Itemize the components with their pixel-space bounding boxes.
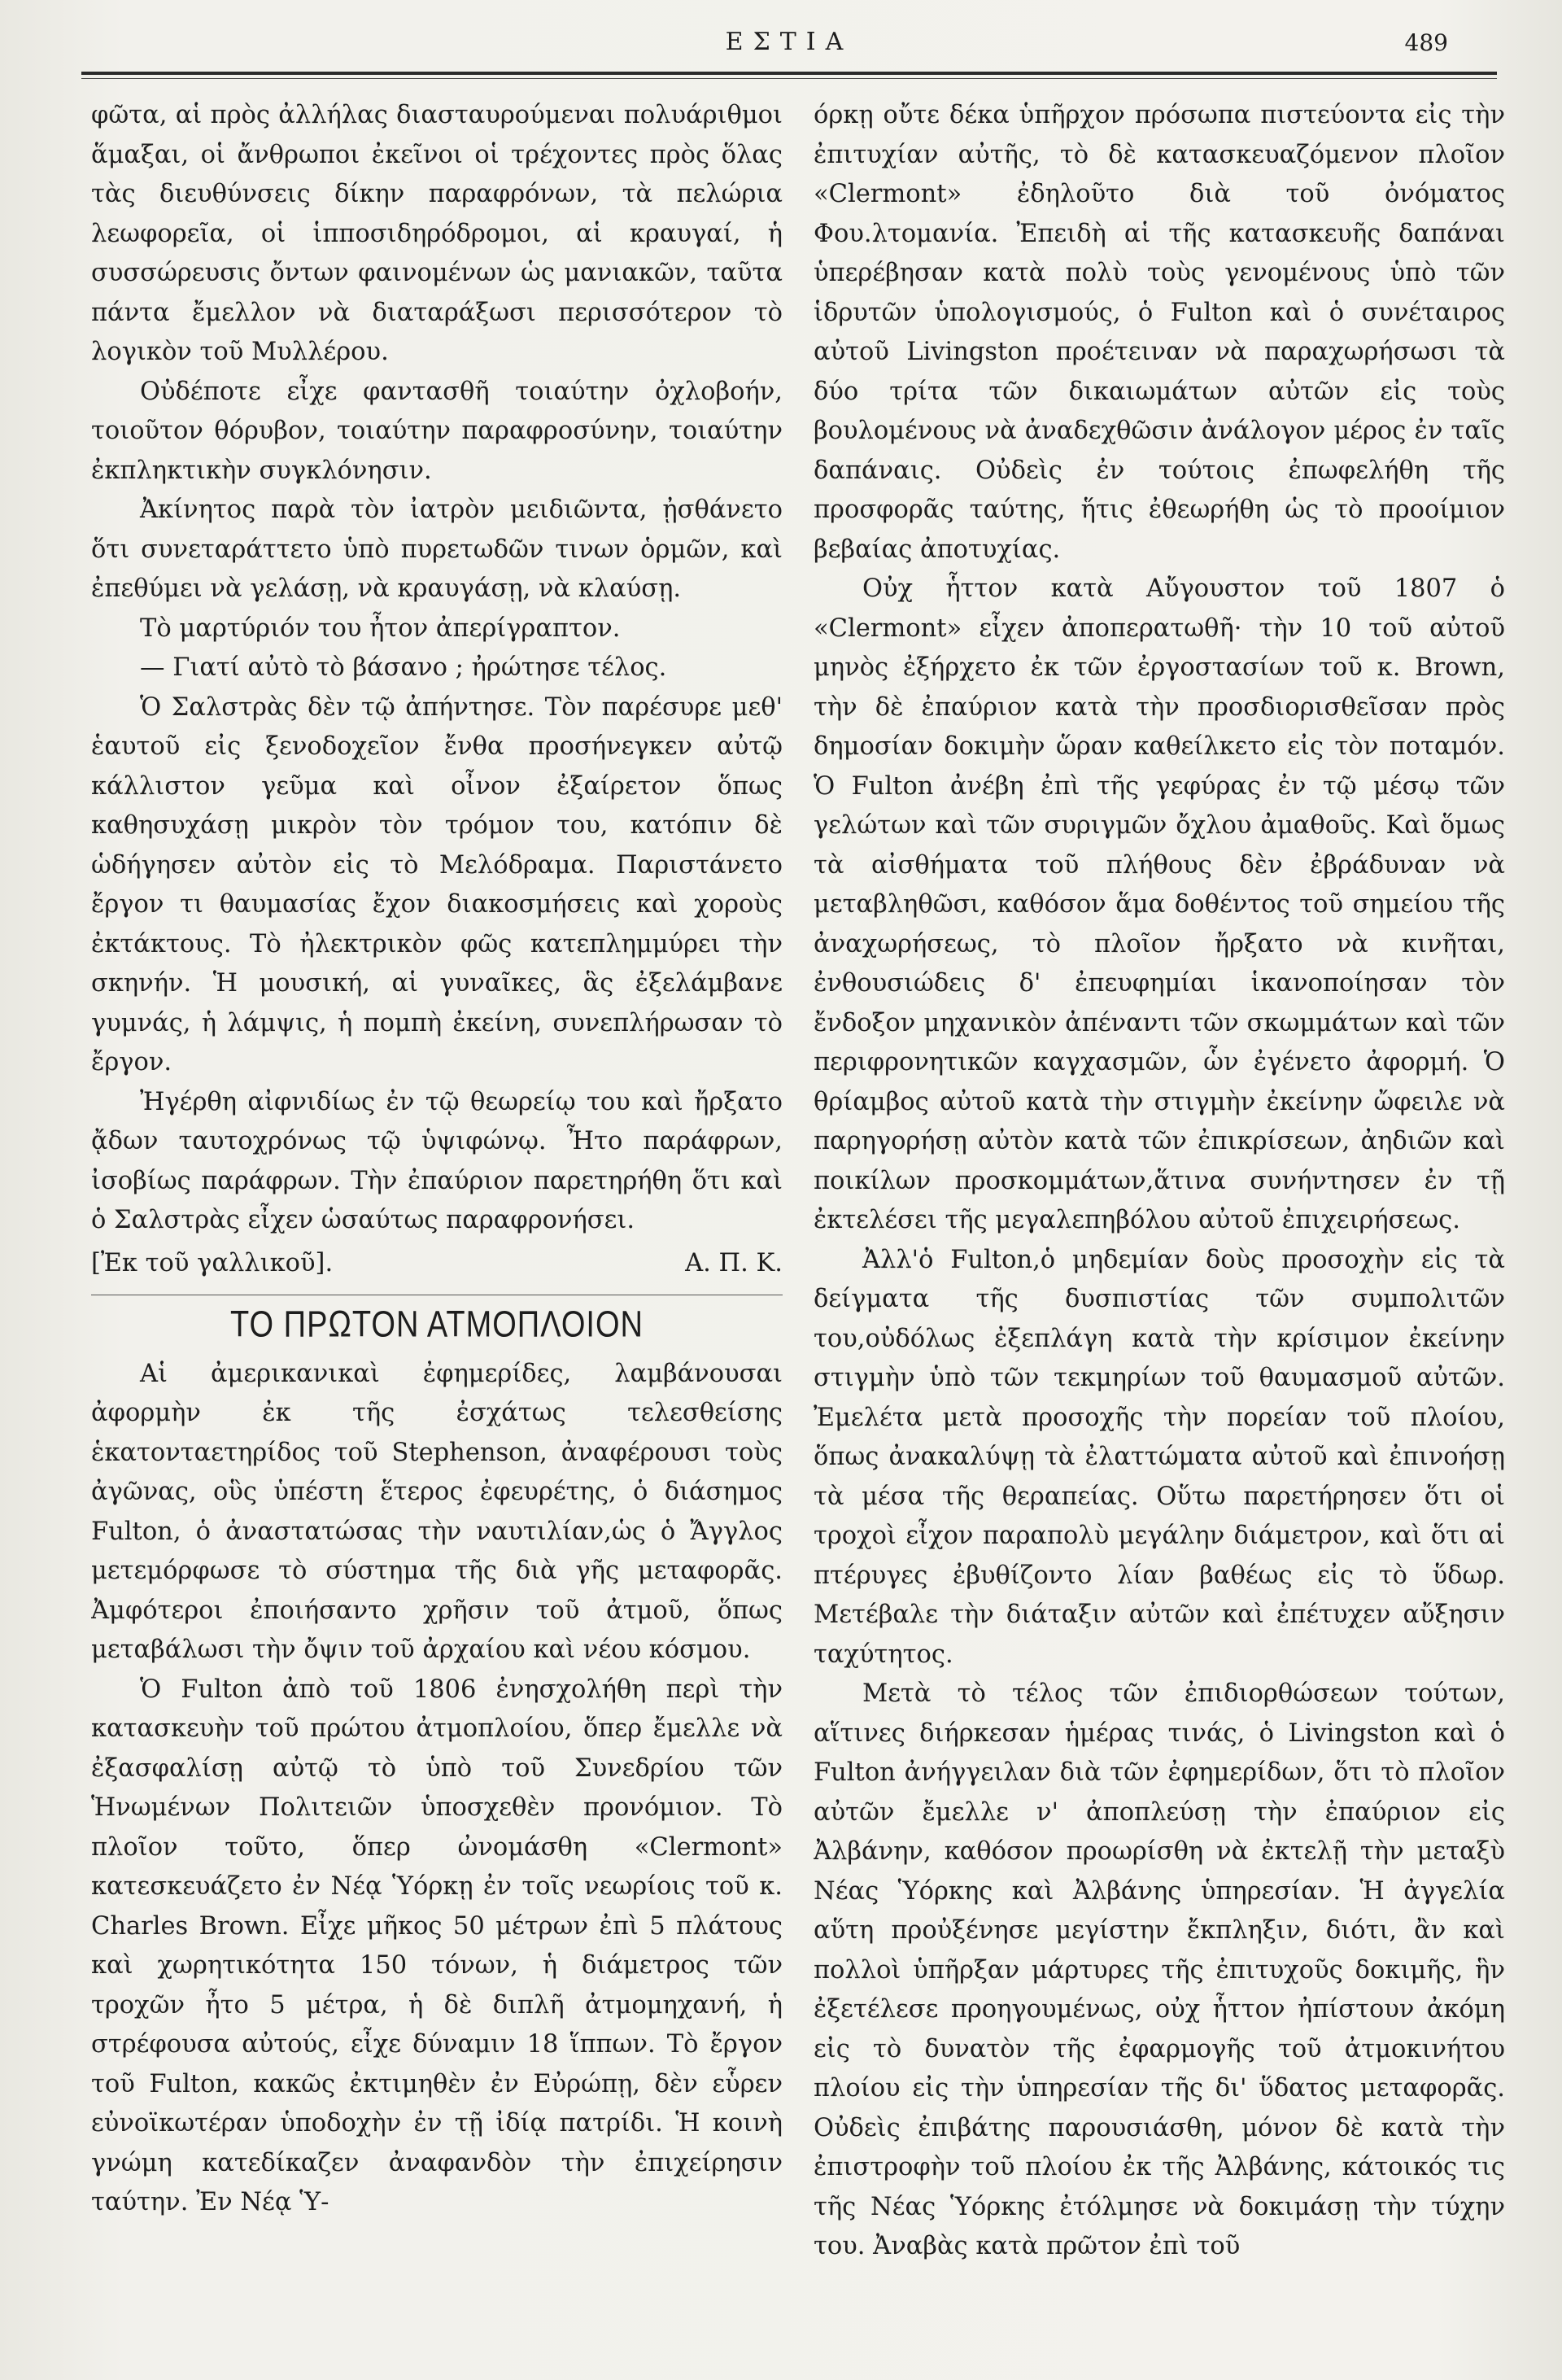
- periodical-title: ΕΣΤΙΑ: [725, 28, 853, 56]
- paragraph: Τὸ μαρτύριόν του ἦτον ἀπερίγραπτον.: [140, 614, 621, 643]
- paragraph: όρκῃ οὔτε δέκα ὑπῆρχον πρόσωπα πιστεύοντα εἰς τὴν ἐπιτυχίαν αὐτῆς, τὸ δὲ κατασκευαζόμενον πλοῖον «Clermont» ἐδηλοῦτο διὰ τοῦ ὀνόματος Φου.λτομανία. Ἐπειδὴ αἱ τῆς κατασκευῆς δαπάναι ὑπερέβησαν κατὰ πολὺ τοὺς γενομένους ὑπὸ τῶν ἱδρυτῶν ὑπολογισμούς, ὁ Fulton καὶ ὁ συνέταιρος αὐτοῦ Livingston προέτειναν νὰ παραχωρήσωσι τὰ δύο τρίτα τῶν δικαιωμάτων αὐτῶν εἰς τοὺς βουλομένους νὰ ἀναδεχθῶσιν ἀνάλογον μέρος ἐν ταῖς δαπάναις. Οὐδεὶς ἐν τούτοις ἐπωφελήθη τῆς προσφορᾶς ταύτης, ἥτις ἐθεωρήθη ὡς τὸ προοίμιον βεβαίας ἀποτυχίας.: [814, 101, 1505, 564]
- paragraph: Ὁ Fulton ἀπὸ τοῦ 1806 ἐνησχολήθη περὶ τὴν κατασκευὴν τοῦ πρώτου ἀτμοπλοίου, ὅπερ ἔμελλε νὰ ἐξασφαλίσῃ αὐτῷ τὸ ὑπὸ τοῦ Συνεδρίου τῶν Ἡνωμένων Πολιτειῶν ὑποσχεθὲν προνόμιον. Τὸ πλοῖον τοῦτο, ὅπερ ὠνομάσθη «Clermont» κατεσκευάζετο ἐν Νέᾳ Ὑόρκῃ ἐν τοῖς νεωρίοις τοῦ κ. Charles Brown. Εἶχε μῆκος 50 μέτρων ἐπὶ 5 πλάτους καὶ χωρητικότητα 150 τόνων, ἡ διάμετρος τῶν τροχῶν ἦτο 5 μέτρα, ἡ δὲ διπλῆ ἀτμομηχανή, ἡ στρέφουσα αὐτούς, εἶχε δύναμιν 18 ἵππων. Τὸ ἔργον τοῦ Fulton, κακῶς ἐκτιμηθὲν ἐν Εὐρώπῃ, δὲν εὗρεν εὐνοϊκωτέραν ὑποδοχὴν ἐν τῇ ἰδίᾳ πατρίδι. Ἡ κοινὴ γνώμη κατεδίκαζεν ἀναφανδὸν τὴν ἐπιχείρησιν ταύτην. Ἐν Νέᾳ Ὑ-: [91, 1675, 783, 2216]
- section-title: ΤΟ ΠΡΩΤΟΝ ΑΤΜΟΠΛΟΙΟΝ: [230, 1304, 644, 1346]
- paragraph: Αἱ ἀμερικανικαὶ ἐφημερίδες, λαμβάνουσαι ἀφορμὴν ἐκ τῆς ἐσχάτως τελεσθείσης ἑκατονταετηρίδος τοῦ Stephenson, ἀναφέρουσι τοὺς ἀγῶνας, οὓς ὑπέστη ἕτερος ἐφευρέτης, ὁ διάσημος Fulton, ὁ ἀναστατώσας τὴν ναυτιλίαν,ὡς ὁ Ἄγγλος μετεμόρφωσε τὸ σύστημα τῆς διὰ γῆς μεταφορᾶς. Ἀμφότεροι ἐποιήσαντο χρῆσιν τοῦ ἀτμοῦ, ὅπως μεταβάλωσι τὴν ὄψιν τοῦ ἀρχαίου καὶ νέου κόσμου.: [91, 1359, 783, 1664]
- paragraph: Μετὰ τὸ τέλος τῶν ἐπιδιορθώσεων τούτων, αἵτινες διήρκεσαν ἡμέρας τινάς, ὁ Livingston καὶ ὁ Fulton ἀνήγγειλαν διὰ τῶν ἐφημερίδων, ὅτι τὸ πλοῖον αὐτῶν ἔμελλε ν' ἀποπλεύσῃ τὴν ἐπαύριον εἰς Ἀλβάνην, καθόσον προωρίσθη νὰ ἐκτελῇ τὴν μεταξὺ Νέας Ὑόρκης καὶ Ἀλβάνης ὑπηρεσίαν. Ἡ ἀγγελία αὕτη προὐξένησε μεγίστην ἔκπληξιν, διότι, ἂν καὶ πολλοὶ ὑπῆρξαν μάρτυρες τῆς ἐπιτυχοῦς δοκιμῆς, ἣν ἐξετέλεσε προηγουμένως, οὐχ ἧττον ἠπίστουν ἀκόμη εἰς τὸ δυνατὸν τῆς ἐφαρμογῆς τοῦ ἀτμοκινήτου πλοίου εἰς τὴν ὑπηρεσίαν τῆς δι' ὕδατος μεταφορᾶς. Οὐδεὶς ἐπιβάτης παρουσιάσθη, μόνον δὲ κατὰ τὴν ἐπιστροφὴν τοῦ πλοίου ἐκ τῆς Ἀλβάνης, κάτοικός τις τῆς Νέας Ὑόρκης ἐτόλμησε νὰ δοκιμάσῃ τὴν τύχην του. Ἀναβὰς κατὰ πρῶτον ἐπὶ τοῦ: [814, 1679, 1505, 2260]
- paragraph: Ἀλλ'ὁ Fulton,ὁ μηδεμίαν δοὺς προσοχὴν εἰς τὰ δείγματα τῆς δυσπιστίας τῶν συμπολιτῶν του,οὐδόλως ἐξεπλάγη κατὰ τὴν κρίσιμον ἐκείνην στιγμὴν ὑπὸ τῶν τεκμηρίων τοῦ θαυμασμοῦ αὐτῶν. Ἐμελέτα μετὰ προσοχῆς τὴν πορείαν τοῦ πλοίου, ὅπως ἀνακαλύψῃ τὰ ἐλαττώματα αὐτοῦ καὶ ἐπινοήσῃ τὰ μέσα τῆς θεραπείας. Οὕτω παρετήρησεν ὅτι οἱ τροχοὶ εἶχον παραπολὺ μεγάλην διάμετρον, καὶ ὅτι αἱ πτέρυγες ἐβυθίζοντο λίαν βαθέως εἰς τὸ ὕδωρ. Μετέβαλε τὴν διάταξιν αὐτῶν καὶ ἐπέτυχεν αὔξησιν ταχύτητος.: [814, 1245, 1505, 1669]
- header-rule-thin: [81, 78, 1497, 79]
- page-header: [81, 28, 1497, 73]
- dialogue-line: — Γιατί αὐτὸ τὸ βάσανο ; ἠρώτησε τέλος.: [140, 653, 667, 682]
- paragraph: φῶτα, αἱ πρὸς ἀλλήλας διασταυρούμεναι πολυάριθμοι ἅμαξαι, οἱ ἄνθρωποι ἐκεῖνοι οἱ τρέχοντες πρὸς ὅλας τὰς διευθύνσεις δίκην παραφρόνων, τὰ πελώρια λεωφορεῖα, οἱ ἱπποσιδηρόδρομοι, αἱ κραυγαί, ἡ συσσώρευσις ὄντων φαινομένων ὡς μανιακῶν, ταῦτα πάντα ἔμελλον νὰ διαταράξωσι περισσότερον τὸ λογικὸν τοῦ Μυλλέρου.: [91, 101, 783, 366]
- author-signature: Α. Π. Κ.: [685, 1248, 783, 1277]
- header-rule-thick: [81, 72, 1497, 75]
- paragraph: Οὐδέποτε εἶχε φαντασθῆ τοιαύτην ὀχλοβοήν, τοιοῦτον θόρυβον, τοιαύτην παραφροσύνην, τοιαύτην ἐκπληκτικὴν συγκλόνησιν.: [91, 377, 783, 485]
- right-column: [814, 96, 1505, 2358]
- paragraph: Ἀκίνητος παρὰ τὸν ἰατρὸν μειδιῶντα, ᾐσθάνετο ὅτι συνεταράττετο ὑπὸ πυρετωδῶν τινων ὁρμῶν, καὶ ἐπεθύμει νὰ γελάσῃ, νὰ κραυγάσῃ, νὰ κλαύσῃ.: [91, 496, 783, 603]
- article-footer: [91, 1244, 783, 1284]
- source-note: [Ἐκ τοῦ γαλλικοῦ].: [91, 1248, 334, 1277]
- paragraph: Ἠγέρθη αἰφνιδίως ἐν τῷ θεωρείῳ του καὶ ἤρξατο ᾄδων ταυτοχρόνως τῷ ὑψιφώνῳ. Ἦτο παράφρων, ἰσοβίως παράφρων. Τὴν ἐπαύριον παρετηρήθη ὅτι καὶ ὁ Σαλστρὰς εἶχεν ὡσαύτως παραφρονήσει.: [91, 1087, 783, 1234]
- left-column: [91, 96, 783, 2358]
- page-number: 489: [1404, 29, 1448, 56]
- paragraph: Ὁ Σαλστρὰς δὲν τῷ ἀπήντησε. Τὸν παρέσυρε μεθ' ἑαυτοῦ εἰς ξενοδοχεῖον ἔνθα προσήνεγκεν αὐτῷ κάλλιστον γεῦμα καὶ οἶνον ἐξαίρετον ὅπως καθησυχάσῃ μικρὸν τὸν τρόμον του, κατόπιν δὲ ὡδήγησεν αὐτὸν εἰς τὸ Μελόδραμα. Παριστάνετο ἔργον τι θαυμασίας ἔχον διακοσμήσεις καὶ χοροὺς ἐκτάκτους. Τὸ ἠλεκτρικὸν φῶς κατεπλημμύρει τὴν σκηνήν. Ἡ μουσική, αἱ γυναῖκες, ἃς ἐξελάμβανε γυμνάς, ἡ λάμψις, ἡ πομπὴ ἐκείνη, συνεπλήρωσαν τὸ ἔργον.: [91, 692, 783, 1076]
- paragraph: Οὐχ ἧττον κατὰ Αὔγουστον τοῦ 1807 ὁ «Clermont» εἶχεν ἀποπερατωθῆ· τὴν 10 τοῦ αὐτοῦ μηνὸς ἐξήρχετο ἐκ τῶν ἐργοστασίων τοῦ κ. Brown, τὴν δὲ ἐπαύριον κατὰ τὴν προσδιορισθεῖσαν πρὸς δημοσίαν δοκιμὴν ὥραν καθείλκετο εἰς τὸν ποταμόν. Ὁ Fulton ἀνέβη ἐπὶ τῆς γεφύρας ἐν τῷ μέσῳ τῶν γελώτων καὶ τῶν συριγμῶν ὄχλου ἀμαθοῦς. Καὶ ὅμως τὰ αἰσθήματα τοῦ πλήθους δὲν ἐβράδυναν νὰ μεταβληθῶσι, καθόσον ἅμα δοθέντος τοῦ σημείου τῆς ἀναχωρήσεως, τὸ πλοῖον ἤρξατο νὰ κινῆται, ἐνθουσιώδεις δ' ἐπευφημίαι ἱκανοποίησαν τὸν ἔνδοξον μηχανικὸν ἀπέναντι τῶν σκωμμάτων καὶ τῶν περιφρονητικῶν καγχασμῶν, ὧν ἐγένετο ἀφορμή. Ὁ θρίαμβος αὐτοῦ κατὰ τὴν στιγμὴν ἐκείνην ὤφειλε νὰ παρηγορήσῃ αὐτὸν κατὰ τῶν ἐπικρίσεων, ἀηδιῶν καὶ ποικίλων προσκομμάτων,ἅτινα συνήντησεν ἐν τῇ ἐκτελέσει τῆς μεγαλεπηβόλου αὐτοῦ ἐπιχειρήσεως.: [814, 574, 1505, 1234]
